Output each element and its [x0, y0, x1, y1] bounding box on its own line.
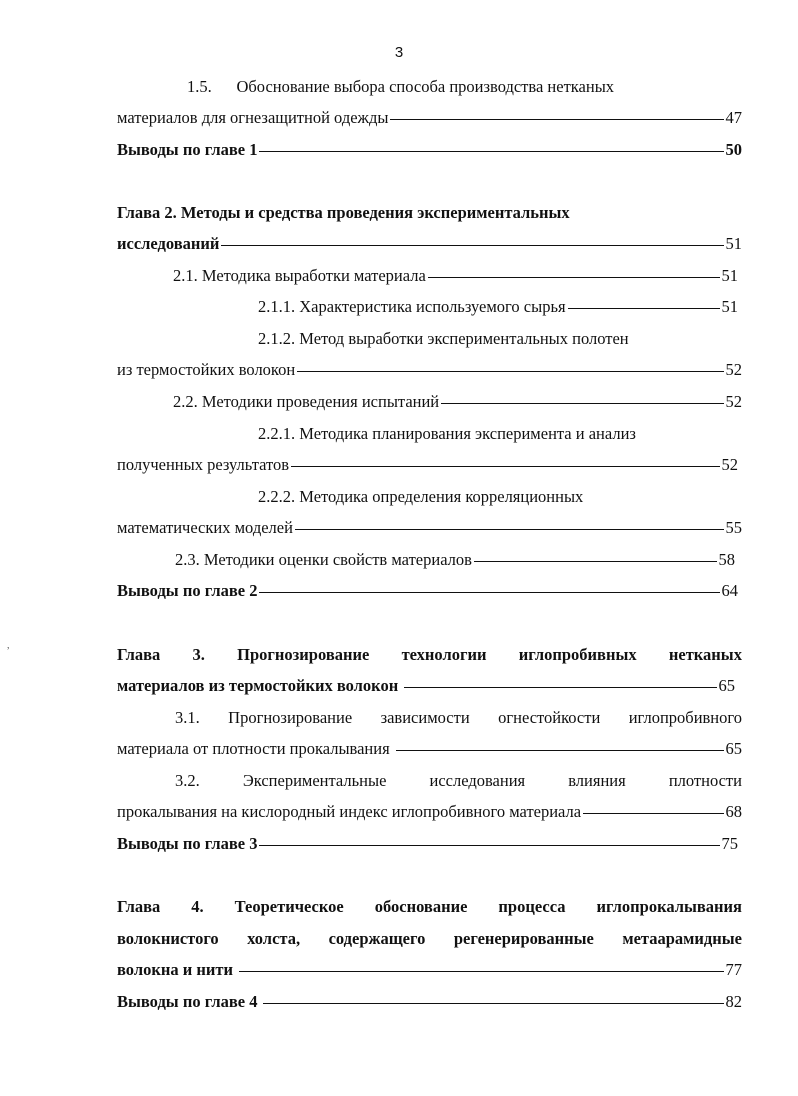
toc-2-1-1-title: 2.1.1. Характеристика используемого сырья — [258, 297, 566, 316]
toc-ch4-word: регенерированные — [453, 929, 594, 948]
toc-3-1-word: иглопробивного — [628, 708, 742, 727]
toc-ch3-line1 — [117, 643, 742, 667]
toc-ch2-title: Глава 2. Методы и средства проведения экспериментальных — [117, 203, 570, 222]
toc-2-2-title: 2.2. Методики проведения испытаний — [173, 392, 440, 411]
dot-leader — [295, 529, 724, 530]
toc-ch3-line2 — [117, 674, 735, 698]
toc-ch2-conclusions-page: 64 — [721, 581, 738, 600]
scan-mark: , — [7, 640, 10, 651]
toc-ch4-line2 — [117, 927, 742, 951]
dot-leader — [297, 371, 723, 372]
toc-ch4-word: метаарамидные — [622, 929, 742, 948]
toc-3-2-word: влияния — [568, 771, 626, 790]
toc-ch4-line1 — [117, 895, 742, 919]
toc-1-5-title: 1.5. Обоснование выбора способа производства нетканых — [187, 77, 615, 96]
toc-3-1-page: 65 — [725, 739, 742, 758]
toc-2-1-title: 2.1. Методика выработки материала — [173, 266, 426, 285]
dot-leader — [583, 813, 723, 814]
toc-ch2-line1 — [117, 201, 742, 225]
toc-ch4-word: процесса — [498, 897, 566, 916]
toc-2-2-1-title-cont: полученных результатов — [117, 455, 290, 474]
dot-leader — [390, 119, 723, 120]
toc-1-5-line1 — [187, 75, 742, 99]
dot-leader — [441, 403, 723, 404]
toc-ch3-conclusions-page: 75 — [721, 834, 738, 853]
toc-ch4-word: волокнистого — [117, 929, 219, 948]
toc-1-5-title-cont: материалов для огнезащитной одежды — [117, 108, 389, 127]
dot-leader — [259, 592, 719, 593]
toc-2-1-2-line2 — [117, 358, 742, 382]
toc-ch1-conclusions — [117, 138, 742, 162]
dot-leader — [396, 750, 724, 751]
toc-ch4-word: Теоретическое — [234, 897, 344, 916]
toc-ch4-word: содержащего — [328, 929, 426, 948]
toc-2-1-2-page: 52 — [725, 360, 742, 379]
toc-2-2-1-page: 52 — [721, 455, 738, 474]
toc-2-2-page: 52 — [725, 392, 742, 411]
toc-ch4-word: 4. — [191, 897, 204, 916]
toc-ch4-word: обоснование — [374, 897, 468, 916]
toc-ch4-word: иглопрокалывания — [596, 897, 742, 916]
toc-ch3-word: Прогнозирование — [237, 645, 370, 664]
toc-ch4-title-cont: волокна и нити — [117, 960, 233, 979]
toc-2-1 — [173, 264, 738, 288]
toc-ch2-title-cont: исследований — [117, 234, 220, 253]
toc-3-1-word: 3.1. — [175, 708, 200, 727]
dot-leader — [259, 151, 723, 152]
toc-2-2 — [173, 390, 742, 414]
dot-leader — [259, 845, 719, 846]
toc-2-1-page: 51 — [721, 266, 738, 285]
toc-ch4-page: 77 — [725, 960, 742, 979]
dot-leader — [568, 308, 720, 309]
toc-2-2-2-page: 55 — [725, 518, 742, 537]
toc-3-1-title-cont: материала от плотности прокалывания — [117, 739, 390, 758]
dot-leader — [474, 561, 717, 562]
toc-ch3-conclusions — [117, 832, 738, 856]
toc-2-2-2-line1 — [258, 485, 742, 509]
toc-3-1-line1 — [175, 706, 742, 730]
toc-3-2-page: 68 — [725, 802, 742, 821]
toc-3-1-word: огнестойкости — [498, 708, 601, 727]
toc-3-2-word: 3.2. — [175, 771, 200, 790]
toc-1-5-page: 47 — [725, 108, 742, 127]
toc-ch3-word: иглопробивных — [518, 645, 637, 664]
dot-leader — [291, 466, 719, 467]
toc-2-1-1 — [258, 295, 738, 319]
toc-2-2-1-line1 — [258, 422, 742, 446]
toc-2-3 — [175, 548, 735, 572]
toc-2-1-2-title-cont: из термостойких волокон — [117, 360, 296, 379]
toc-ch2-conclusions — [117, 579, 738, 603]
toc-ch2-line2 — [117, 232, 742, 256]
toc-ch3-conclusions-label: Выводы по главе 3 — [117, 834, 258, 853]
toc-ch4-conclusions-label: Выводы по главе 4 — [117, 992, 258, 1011]
toc-ch3-word: 3. — [192, 645, 205, 664]
toc-ch4-word: Глава — [117, 897, 161, 916]
toc-2-3-page: 58 — [718, 550, 735, 569]
toc-ch4-conclusions-page: 82 — [725, 992, 742, 1011]
toc-ch4-conclusions — [117, 990, 742, 1014]
toc-3-2-line1 — [175, 769, 742, 793]
toc-2-3-title: 2.3. Методики оценки свойств материалов — [175, 550, 472, 569]
toc-ch1-conclusions-label: Выводы по главе 1 — [117, 140, 258, 159]
toc-2-1-2-title: 2.1.2. Метод выработки экспериментальных полотен — [258, 329, 629, 348]
toc-2-2-2-title: 2.2.2. Методика определения корреляционных — [258, 487, 584, 506]
toc-ch3-word: нетканых — [668, 645, 742, 664]
dot-leader — [221, 245, 723, 246]
toc-1-5-line2 — [117, 106, 742, 130]
toc-ch4-word: холста, — [247, 929, 301, 948]
toc-3-2-word: Экспериментальные — [242, 771, 387, 790]
toc-3-2-word: исследования — [429, 771, 526, 790]
toc-ch3-word: технологии — [401, 645, 487, 664]
toc-2-2-2-title-cont: математических моделей — [117, 518, 293, 537]
dot-leader — [239, 971, 724, 972]
toc-ch3-title-cont: материалов из термостойких волокон — [117, 676, 399, 695]
toc-ch2-page: 51 — [725, 234, 742, 253]
dot-leader — [263, 1003, 723, 1004]
toc-3-1-line2 — [117, 737, 742, 761]
toc-2-1-1-page: 51 — [721, 297, 738, 316]
toc-ch3-word: Глава — [117, 645, 161, 664]
toc-3-2-title-cont: прокалывания на кислородный индекс иглопробивного материала — [117, 802, 582, 821]
toc-2-2-2-line2 — [117, 516, 742, 540]
toc-ch4-line3 — [117, 958, 742, 982]
dot-leader — [404, 687, 716, 688]
toc-ch1-conclusions-page: 50 — [725, 140, 742, 159]
page-number: 3 — [394, 44, 404, 61]
toc-2-1-2-line1 — [258, 327, 742, 351]
toc-2-2-1-line2 — [117, 453, 738, 477]
toc-3-1-word: зависимости — [380, 708, 470, 727]
toc-3-2-word: плотности — [668, 771, 742, 790]
toc-3-1-word: Прогнозирование — [228, 708, 353, 727]
toc-ch3-page: 65 — [718, 676, 735, 695]
toc-3-2-line2 — [117, 800, 742, 824]
toc-2-2-1-title: 2.2.1. Методика планирования эксперимента и анализ — [258, 424, 636, 443]
toc-ch2-conclusions-label: Выводы по главе 2 — [117, 581, 258, 600]
dot-leader — [428, 277, 720, 278]
